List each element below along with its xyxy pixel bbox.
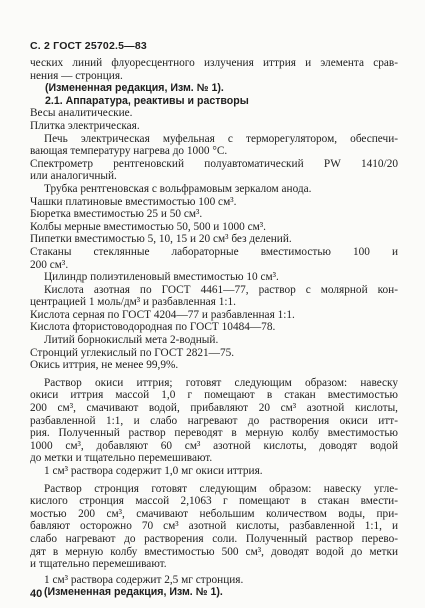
text-line: слабо нагревают до растворения соли. Полученный раствор перево- <box>30 532 398 545</box>
text-line: Трубка рентгеновская с вольфрамовым зеркалом анода. <box>44 182 312 195</box>
text-line: дят в мерную колбу вместимостью 500 см³, доводят водой до метки <box>30 545 398 558</box>
text-line: Раствор стронция готовят следующим образом: навеску угле- <box>44 482 398 495</box>
text-line: Печь электрическая муфельная с терморегулятором, обеспечи- <box>44 132 398 145</box>
page-header: С. 2 ГОСТ 25702.5—83 <box>30 40 147 52</box>
bold-text-line: 2.1. Аппаратура, реактивы и растворы <box>45 94 249 107</box>
text-line: мостью 200 см³, смачивают небольшим количеством воды, при- <box>30 507 398 520</box>
text-line: ческих линий флуоресцентного излучения иттрия и элемента срав- <box>30 57 398 69</box>
text-line: центрацией 1 моль/дм³ и разбавленная 1:1. <box>30 296 236 309</box>
text-line: Чашки платиновые вместимостью 100 см³. <box>30 195 237 208</box>
text-line: Цилиндр полиэтиленовый вместимостью 10 см³. <box>44 271 279 284</box>
text-line: 1 см³ раствора содержит 2,5 мг стронция. <box>44 573 244 586</box>
text-line: до метки и тщательно перемешивают. <box>30 452 213 465</box>
text-line: или аналогичный. <box>30 170 117 183</box>
bold-text-line: (Измененная редакция, Изм. № 1). <box>45 82 224 95</box>
text-line: 1 см³ раствора содержит 1,0 мг окиси иттрия. <box>44 465 263 477</box>
text-line: Стаканы стеклянные лабораторные вместимостью 100 и <box>30 245 398 258</box>
text-line: нения — стронция. <box>30 69 123 82</box>
bold-text-line: (Измененная редакция, Изм. № 1). <box>44 586 223 599</box>
text-line: Колбы мерные вместимостью 50, 500 и 1000 см³. <box>30 220 266 233</box>
page-number: 40 <box>30 588 43 600</box>
text-line: и тщательно перемешивают. <box>30 558 167 571</box>
text-line: Раствор окиси иттрия; готовят следующим образом: навеску <box>44 376 398 389</box>
text-line: 200 см³, смачивают водой, прибавляют 20 см³ азотной кислоты, <box>30 402 398 415</box>
text-line: бавляют осторожно 70 см³ азотной кислоты, разбавленной 1:1, и <box>30 520 398 533</box>
text-line: Плитка электрическая. <box>30 119 140 132</box>
text-line: Литий борнокислый мета 2-водный. <box>44 334 219 347</box>
text-line: вающая температуру нагрева до 1000 °С. <box>30 145 228 158</box>
text-line: Стронций углекислый по ГОСТ 2821—75. <box>30 346 235 359</box>
text-line: окиси иттрия массой 1,0 г помещают в стакан вместимостью <box>30 389 398 402</box>
text-line: рия. Полученный раствор переводят в мерную колбу вместимостью <box>30 427 398 440</box>
text-line: разбавленной 1:1, и слабо нагревают до растворения окиси итт- <box>30 414 398 427</box>
text-line: Пипетки вместимостью 5, 10, 15 и 20 см³ без делений. <box>30 233 292 246</box>
text-line: Кислота фтористоводородная по ГОСТ 10484—78. <box>30 321 276 334</box>
text-line: Весы аналитические. <box>30 107 133 120</box>
text-line: Кислота серная по ГОСТ 4204—77 и разбавленная 1:1. <box>30 308 295 321</box>
document-body <box>30 57 398 599</box>
text-line: Окись иттрия, не менее 99,9%. <box>30 359 179 372</box>
text-line: 200 см³. <box>30 258 69 271</box>
text-line: 1000 см³, добавляют 60 см³ азотной кислоты, доводят водой <box>30 439 398 452</box>
text-line: Кислота азотная по ГОСТ 4461—77, раствор с молярной кон- <box>44 283 398 296</box>
text-line: Спектрометр рентгеновский полуавтоматический PW 1410/20 <box>30 157 398 170</box>
text-line: Бюретка вместимостью 25 и 50 см³. <box>30 208 203 221</box>
text-line: кислого стронция массой 2,1063 г помещают в стакан вмести- <box>30 495 398 508</box>
